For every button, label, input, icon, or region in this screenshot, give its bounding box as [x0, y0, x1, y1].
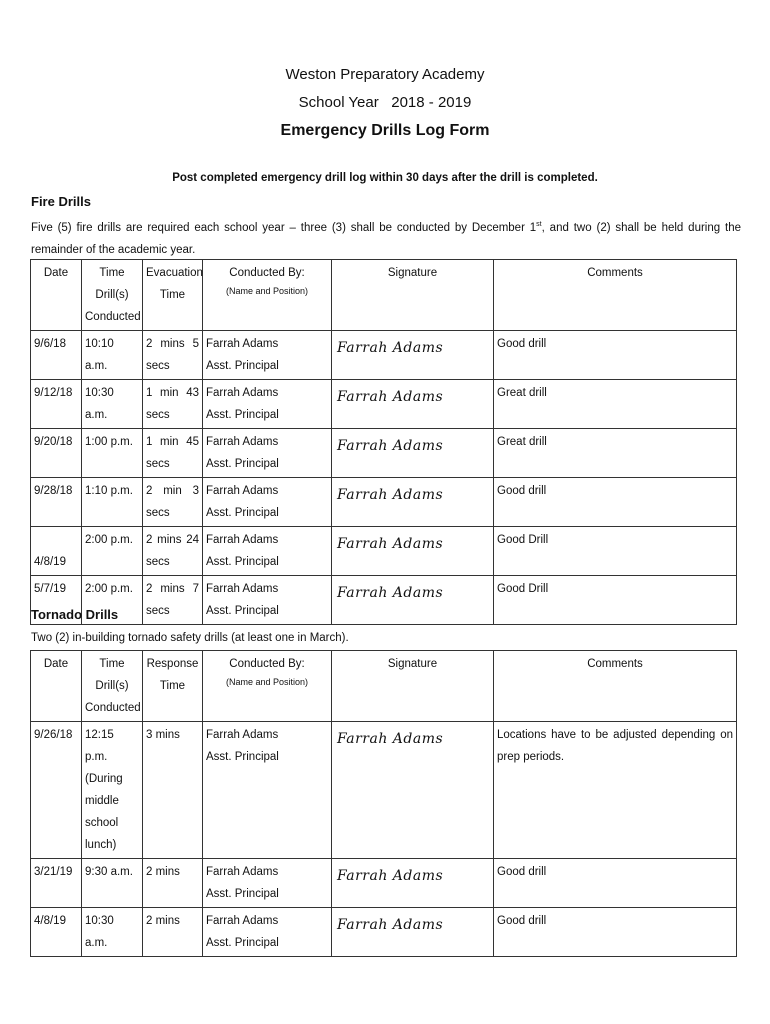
column-header-comments: Comments: [494, 260, 737, 331]
conducted-by-sublabel: (Name and Position): [225, 286, 309, 296]
signature-cell: [332, 576, 494, 625]
conducted-by-sublabel: (Name and Position): [225, 677, 309, 687]
column-header-evacuation-time: Evacuation Time: [143, 260, 203, 331]
column-header-response-time: Response Time: [143, 651, 203, 722]
evacuation-time: 2 mins 7 secs: [143, 576, 203, 625]
drill-date: 9/26/18: [31, 722, 82, 859]
drill-date: 3/21/19: [31, 859, 82, 908]
drill-time: 12:15 p.m. (During middle school lunch): [82, 722, 143, 859]
response-time: 2 mins: [143, 908, 203, 957]
conductor-position: Asst. Principal: [206, 937, 279, 949]
conductor-position: Asst. Principal: [206, 458, 279, 470]
conductor-position: Asst. Principal: [206, 751, 279, 763]
school-year: School Year 2018 - 2019: [298, 94, 472, 111]
conducted-by: [203, 527, 332, 576]
evacuation-time: 1 min 45 secs: [143, 429, 203, 478]
column-header-time: Time Drill(s) Conducted: [82, 260, 143, 331]
drill-date: 9/20/18: [31, 429, 82, 478]
drill-date: 5/7/19: [31, 576, 82, 625]
drill-time: 9:30 a.m.: [82, 859, 143, 908]
conductor-position: Asst. Principal: [206, 409, 279, 421]
evacuation-time: 1 min 43 secs: [143, 380, 203, 429]
table-row: [31, 908, 737, 957]
conductor-name: Farrah Adams: [206, 866, 279, 878]
column-header-time: Time Drill(s) Conducted: [82, 651, 143, 722]
table-row: [31, 429, 737, 478]
conductor-name: Farrah Adams: [206, 436, 279, 448]
form-title: Emergency Drills Log Form: [280, 122, 490, 139]
signature-cell: [332, 527, 494, 576]
signature-cell: [332, 859, 494, 908]
handwritten-signature: Farrah Adams: [337, 917, 444, 933]
conducted-by: [203, 331, 332, 380]
response-time: 2 mins: [143, 859, 203, 908]
fire-description-superscript: st: [536, 221, 542, 228]
conductor-name: Farrah Adams: [206, 338, 279, 350]
tornado-drills-heading: Tornado Drills: [31, 607, 119, 622]
drill-time: 10:10 a.m.: [82, 331, 143, 380]
fire-drills-description: [31, 214, 741, 261]
comment: Good drill: [494, 908, 737, 957]
fire-drills-heading: Fire Drills: [31, 194, 91, 209]
evacuation-time: 2 mins 24 secs: [143, 527, 203, 576]
conductor-position: Asst. Principal: [206, 507, 279, 519]
comment: Good drill: [494, 859, 737, 908]
conducted-by: [203, 722, 332, 859]
comment: Good Drill: [494, 576, 737, 625]
tornado-table-header-row: [31, 651, 737, 722]
handwritten-signature: Farrah Adams: [337, 731, 444, 747]
drill-date: 9/12/18: [31, 380, 82, 429]
comment: Locations have to be adjusted depending on prep periods.: [494, 722, 737, 859]
signature-cell: [332, 331, 494, 380]
conductor-position: Asst. Principal: [206, 556, 279, 568]
conductor-position: Asst. Principal: [206, 360, 279, 372]
column-header-comments: Comments: [494, 651, 737, 722]
drill-time: 10:30 a.m.: [82, 908, 143, 957]
column-header-conducted-by: [203, 651, 332, 722]
column-header-date: Date: [31, 260, 82, 331]
conducted-by: [203, 478, 332, 527]
fire-table-header-row: [31, 260, 737, 331]
table-row: [31, 380, 737, 429]
table-row: [31, 331, 737, 380]
tornado-drill-table: [30, 650, 737, 957]
signature-cell: [332, 380, 494, 429]
conducted-by: [203, 576, 332, 625]
column-header-signature: Signature: [332, 260, 494, 331]
conductor-name: Farrah Adams: [206, 915, 279, 927]
table-row: [31, 527, 737, 576]
signature-cell: [332, 429, 494, 478]
drill-date: 9/6/18: [31, 331, 82, 380]
column-header-date: Date: [31, 651, 82, 722]
conductor-name: Farrah Adams: [206, 534, 279, 546]
conducted-by-label: Conducted By:: [229, 658, 305, 670]
handwritten-signature: Farrah Adams: [337, 438, 444, 454]
table-row: [31, 576, 737, 625]
conductor-name: Farrah Adams: [206, 583, 279, 595]
response-time: 3 mins: [143, 722, 203, 859]
comment: Great drill: [494, 429, 737, 478]
evacuation-time: 2 mins 5 secs: [143, 331, 203, 380]
fire-description-text: Five (5) fire drills are required each school year – three (3) shall be conducted by December 1: [31, 221, 537, 234]
drill-time: 10:30 a.m.: [82, 380, 143, 429]
drill-date: 4/8/19: [31, 527, 82, 576]
conducted-by: [203, 380, 332, 429]
handwritten-signature: Farrah Adams: [337, 536, 444, 552]
fire-description-text-end: , and two (2) shall be held during the remainder of the academic year.: [31, 221, 741, 256]
table-row: [31, 722, 737, 859]
conductor-name: Farrah Adams: [206, 729, 279, 741]
conducted-by: [203, 859, 332, 908]
handwritten-signature: Farrah Adams: [337, 389, 444, 405]
comment: Good drill: [494, 331, 737, 380]
school-name: Weston Preparatory Academy: [285, 66, 485, 83]
drill-date: 4/8/19: [31, 908, 82, 957]
column-header-conducted-by: [203, 260, 332, 331]
table-row: [31, 859, 737, 908]
drill-time: 2:00 p.m.: [82, 576, 143, 625]
drill-time: 2:00 p.m.: [82, 527, 143, 576]
fire-drill-table: [30, 259, 737, 625]
conducted-by: [203, 908, 332, 957]
conductor-name: Farrah Adams: [206, 485, 279, 497]
handwritten-signature: Farrah Adams: [337, 340, 444, 356]
evacuation-time: 2 min 3 secs: [143, 478, 203, 527]
table-row: [31, 478, 737, 527]
comment: Good drill: [494, 478, 737, 527]
handwritten-signature: Farrah Adams: [337, 868, 444, 884]
signature-cell: [332, 722, 494, 859]
drill-time: 1:00 p.m.: [82, 429, 143, 478]
conductor-position: Asst. Principal: [206, 605, 279, 617]
handwritten-signature: Farrah Adams: [337, 487, 444, 503]
conducted-by-label: Conducted By:: [229, 267, 305, 279]
drill-time: 1:10 p.m.: [82, 478, 143, 527]
comment: Good Drill: [494, 527, 737, 576]
drill-date: 9/28/18: [31, 478, 82, 527]
conductor-position: Asst. Principal: [206, 888, 279, 900]
conducted-by: [203, 429, 332, 478]
conductor-name: Farrah Adams: [206, 387, 279, 399]
signature-cell: [332, 908, 494, 957]
comment: Great drill: [494, 380, 737, 429]
column-header-signature: Signature: [332, 651, 494, 722]
handwritten-signature: Farrah Adams: [337, 585, 444, 601]
signature-cell: [332, 478, 494, 527]
tornado-drills-description: Two (2) in-building tornado safety drills (at least one in March).: [31, 632, 349, 644]
posting-notice: Post completed emergency drill log within 30 days after the drill is completed.: [172, 172, 598, 184]
